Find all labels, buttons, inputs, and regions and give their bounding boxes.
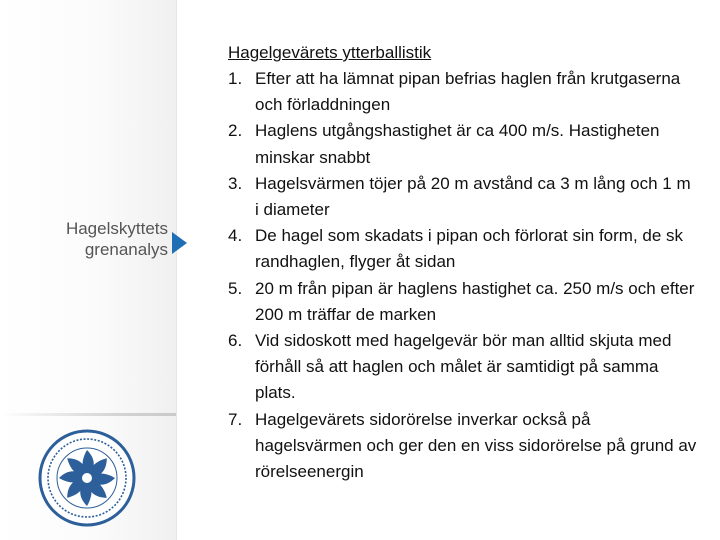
list-item-number: 3.	[228, 173, 243, 193]
content-heading: Hagelgevärets ytterballistik	[228, 43, 432, 62]
list-item-number: 7.	[228, 409, 243, 429]
sidebar-divider	[0, 413, 176, 416]
ballistics-list	[228, 66, 698, 485]
list-item	[228, 66, 698, 118]
list-item	[228, 118, 698, 170]
list-item	[228, 328, 698, 407]
sidebar-panel	[0, 0, 177, 540]
list-item	[228, 276, 698, 328]
list-item-text: Hagelgevärets sidorörelse inverkar också på hagelsvärmen och ger den en viss sidorörelse på grund av rörelseenergin	[255, 409, 697, 482]
list-item-text: Efter att ha lämnat pipan befrias haglen från krutgaserna och förladdningen	[255, 69, 681, 115]
list-item	[228, 223, 698, 275]
main-content	[228, 40, 698, 485]
organization-seal-logo	[37, 428, 137, 528]
section-title-line-2: grenanalys	[84, 240, 168, 259]
list-item	[228, 171, 698, 223]
list-item-text: 20 m från pipan är haglens hastighet ca. 250 m/s och efter 200 m träffar de marken	[255, 278, 695, 324]
section-pointer-arrow	[172, 232, 187, 254]
list-item-text: Hagelsvärmen töjer på 20 m avstånd ca 3 m lång och 1 m i diameter	[255, 173, 691, 220]
list-item-number: 4.	[228, 226, 243, 246]
list-item-text: Haglens utgångshastighet är ca 400 m/s. Hastigheten minskar snabbt	[255, 121, 660, 167]
list-item-number: 1.	[228, 69, 243, 88]
list-item-text: Vid sidoskott med hagelgevär bör man alltid skjuta med förhåll så att haglen och målet är samtidigt på samma plats.	[255, 331, 672, 403]
list-item-text: De hagel som skadats i pipan och förlorat sin form, de sk randhaglen, flyger åt sidan	[255, 226, 684, 272]
section-title-line-1: Hagelskyttets	[65, 219, 168, 238]
list-item	[228, 407, 698, 486]
section-title	[66, 218, 168, 260]
list-item-number: 5.	[228, 278, 243, 298]
list-item-number: 6.	[228, 331, 243, 351]
list-item-number: 2.	[228, 121, 243, 141]
